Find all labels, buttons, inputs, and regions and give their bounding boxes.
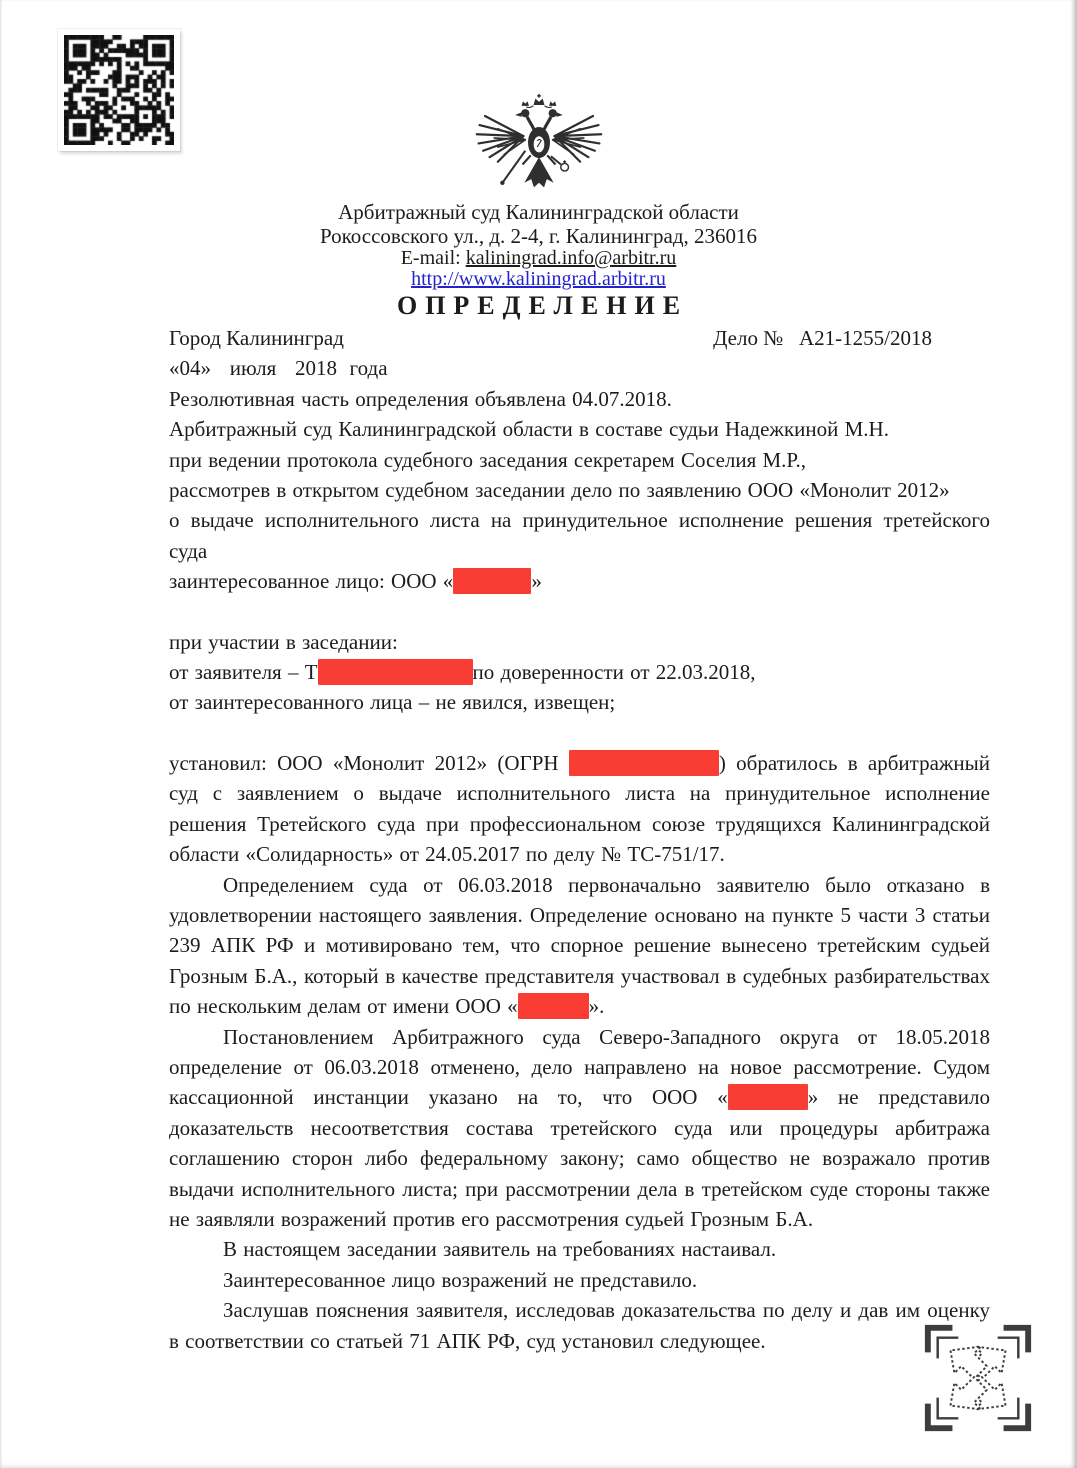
paragraph-text: Арбитражный суд Калининградской области в составе судьи Надежкиной М.Н. <box>169 417 889 442</box>
paragraph-text: от заявителя – Т <box>169 660 318 685</box>
paragraph <box>169 1234 990 1264</box>
paragraph-text: установил: ООО «Монолит 2012» (ОГРН <box>169 750 569 775</box>
paragraph-text: заинтересованное лицо: ООО « <box>169 569 454 594</box>
date-line: «04» июля 2018 года <box>169 356 388 381</box>
paragraph-text: при участии в заседании: <box>169 629 398 654</box>
paragraph <box>169 1022 990 1235</box>
paragraph-text: при ведении протокола судебного заседания секретарем Соселия М.Р., <box>169 447 806 472</box>
paragraph-text: » не представило доказательств несоответствия состава третейского суда или процедуры арбитража соглашению сторон либо федеральному закону; само общество не возражало против выдачи исполнительного листа; при рассмотрении дела в третейском суде стороны также не заявляли возражений против его рассмотрения судьей Грозным Б.А. <box>169 1085 991 1231</box>
court-name: Арбитражный суд Калининградской области <box>338 200 739 224</box>
paragraph-text: Заслушав пояснения заявителя, исследовав доказательства по делу и дав им оценку в соответствии со статьей 71 АПК РФ, суд установил следующее. <box>169 1298 990 1353</box>
document-content <box>169 323 990 1356</box>
paragraph-text: Резолютивная часть определения объявлена 04.07.2018. <box>169 386 672 411</box>
paragraph <box>169 1265 990 1295</box>
russian-coat-of-arms-icon <box>0 94 1077 202</box>
document-body <box>169 384 990 1356</box>
paragraph <box>169 414 990 444</box>
city-line: Город Калининград <box>169 326 344 350</box>
court-address: Рокоссовского ул., д. 2-4, г. Калининград, 236016 <box>319 224 758 248</box>
paragraph <box>169 748 990 870</box>
paragraph-text: ) обратилось в арбитражный суд с заявлением о выдаче исполнительного листа на принудительное исполнение решения Третейского суда при профессиональном союзе трудящихся Калининградской области «Солидарность» от 24.05.2017 по делу № ТС-751/17. <box>169 750 990 867</box>
paragraph <box>169 627 990 657</box>
case-number: Дело № А21-1255/2018 <box>713 326 932 350</box>
email-link[interactable]: kaliningrad.info@arbitr.ru <box>465 247 677 269</box>
paragraph-text: ». <box>588 994 605 1019</box>
paragraph-text: Постановлением Арбитражного суда Северо-Западного округа от 18.05.2018 определение от 06.03.2018 отменено, дело направлено на новое рассмотрение. Судом кассационной инстанции указано на то, что ООО « <box>169 1024 990 1110</box>
paragraph-text: В настоящем заседании заявитель на требованиях настаивал. <box>223 1237 777 1262</box>
paragraph-text: от заинтересованного лица – не явился, извещен; <box>169 690 616 715</box>
paragraph <box>169 687 990 717</box>
expand-icon[interactable] <box>919 1319 1037 1437</box>
paragraph-text: » <box>531 569 542 594</box>
paragraph <box>169 566 990 596</box>
paragraph <box>169 870 990 1022</box>
paragraph-text: Определением суда от 06.03.2018 первоначально заявителю было отказано в удовлетворении настоящего заявления. Определение основано на пункте 5 части 3 статьи 239 АПК РФ и мотивировано тем, что спорное решение вынесено третейским судьей Грозным Б.А., который в качестве представителя участвовал в судебных разбирательствах по нескольким делам от имени ООО « <box>169 872 990 1019</box>
paragraph-text: рассмотрев в открытом судебном заседании дело по заявлению ООО «Монолит 2012» <box>169 478 950 503</box>
redaction-block <box>453 568 531 594</box>
redaction-block <box>518 993 589 1019</box>
document-title: ОПРЕДЕЛЕНИЕ <box>396 291 689 320</box>
paragraph-text: по доверенности от 22.03.2018, <box>472 660 756 685</box>
paragraph <box>169 445 990 475</box>
redaction-block <box>728 1084 808 1110</box>
redaction-block <box>318 659 473 685</box>
website-link[interactable]: http://www.kaliningrad.arbitr.ru <box>411 268 666 290</box>
paragraph <box>169 475 990 505</box>
paragraph-text: Заинтересованное лицо возражений не представило. <box>223 1267 698 1292</box>
paragraph <box>169 1295 990 1356</box>
email-label: E-mail: <box>400 247 461 269</box>
paragraph <box>169 384 990 414</box>
paragraph-text: о выдаче исполнительного листа на принудительное исполнение решения третейского суда <box>169 508 990 563</box>
redaction-block <box>569 750 719 776</box>
paragraph <box>169 657 990 687</box>
paragraph <box>169 505 990 566</box>
